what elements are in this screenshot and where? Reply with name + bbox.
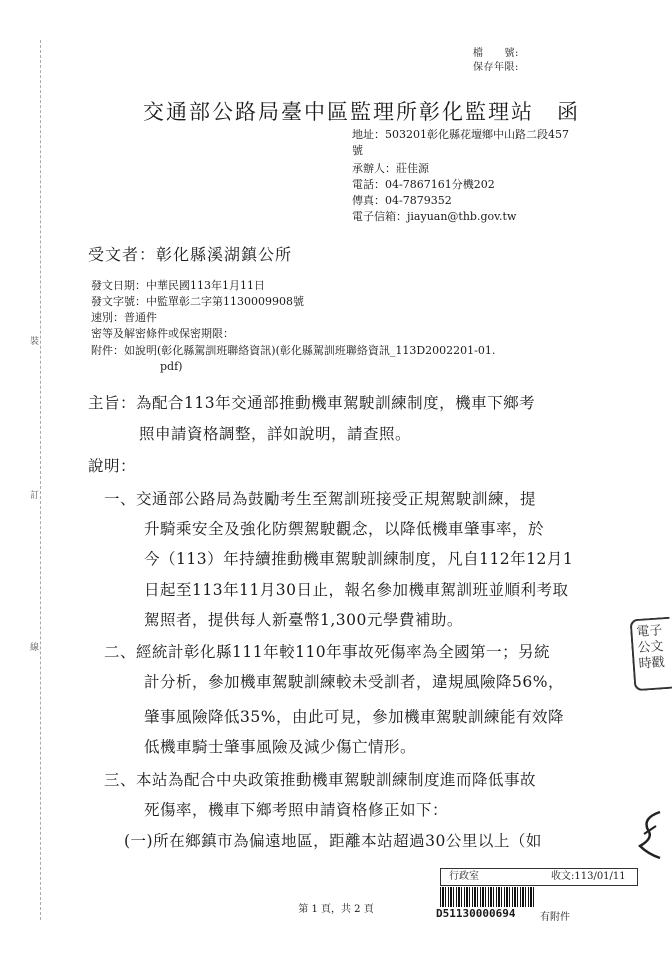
sender-phone: 電話：04-7867161分機202 xyxy=(352,178,495,191)
sender-address-1: 地址：503201彰化縣花壇鄉中山路二段457 xyxy=(352,128,569,141)
recipient: 受文者：彰化縣溪湖鎮公所 xyxy=(88,245,293,264)
margin-char-2: 訂 xyxy=(30,491,40,501)
item1-line-4: 日起至113年11月30日止，報名參加機車駕訓班並順利考取 xyxy=(144,581,569,599)
subject-line-1: 主旨：為配合113年交通部推動機車駕駛訓練制度，機車下鄉考 xyxy=(88,394,536,412)
receipt-stamp xyxy=(440,868,638,886)
sender-email: 電子信箱：jiayuan@thb.gov.tw xyxy=(352,210,517,223)
sender-address-2: 號 xyxy=(352,144,363,157)
attachment-line-2: pdf) xyxy=(160,360,183,373)
margin-char-1: 裝 xyxy=(30,337,40,347)
item3-line-1: 三、本站為配合中央政策推動機車駕駛訓練制度進而降低事故 xyxy=(104,771,537,789)
side-stamp: 電子公文時戳 xyxy=(630,617,672,692)
receipt-date: 收文:113/01/11 xyxy=(551,871,626,882)
attachment-flag: 有附件 xyxy=(540,912,570,923)
page-footer: 第 1 頁，共 2 頁 xyxy=(298,904,374,915)
subject-line-2: 照申請資格調整，詳如說明，請查照。 xyxy=(139,425,412,443)
item2-line-4: 低機車騎士肇事風險及減少傷亡情形。 xyxy=(144,738,417,756)
retention-label: 保存年限: xyxy=(473,62,519,73)
document-title: 交通部公路局臺中區監理所彰化監理站 函 xyxy=(143,100,580,124)
margin-char-3: 線 xyxy=(30,643,40,653)
sender-fax: 傳真：04-7879352 xyxy=(352,194,452,207)
attachment-line-1: 附件：如說明(彰化縣駕訓班聯絡資訊)(彰化縣駕訓班聯絡資訊_113D2002201-01. xyxy=(91,344,496,357)
barcode-number: D51130000694 xyxy=(436,907,516,920)
sender-handler: 承辦人：莊佳源 xyxy=(352,162,429,175)
file-number-label: 檔 號: xyxy=(473,48,519,59)
item1-line-1: 一、交通部公路局為鼓勵考生至駕訓班接受正規駕駛訓練，提 xyxy=(104,490,537,508)
issue-date: 發文日期：中華民國113年1月11日 xyxy=(91,279,265,292)
binding-line xyxy=(40,40,41,920)
delivery-speed: 速別：普通件 xyxy=(91,311,157,324)
explanation-heading: 說明： xyxy=(88,457,137,475)
item1-line-2: 升騎乘安全及強化防禦駕駛觀念，以降低機車肇事率，於 xyxy=(144,520,545,538)
receipt-office: 行政室 xyxy=(449,871,479,882)
handwritten-mark-icon xyxy=(634,808,664,863)
issue-number: 發文字號：中監單彰二字第1130009908號 xyxy=(91,295,304,308)
sub-item-1: (一)所在鄉鎮市為偏遠地區，距離本站超過30公里以上（如 xyxy=(124,832,542,850)
item1-line-3: 今（113）年持續推動機車駕駛訓練制度，凡自112年12月1 xyxy=(144,550,574,568)
item3-line-2: 死傷率，機車下鄉考照申請資格修正如下： xyxy=(144,801,449,819)
item2-line-1: 二、經統計彰化縣111年較110年事故死傷率為全國第一；另統 xyxy=(104,643,551,661)
item2-line-3: 肇事風險降低35%，由此可見，參加機車駕駛訓練能有效降 xyxy=(144,708,564,726)
item1-line-5: 駕照者，提供每人新臺幣1,300元學費補助。 xyxy=(144,611,463,629)
secrecy-level: 密等及解密條件或保密期限： xyxy=(91,327,234,340)
item2-line-2: 計分析，參加機車駕駛訓練較未受訓者，違規風險降56%， xyxy=(144,673,564,691)
